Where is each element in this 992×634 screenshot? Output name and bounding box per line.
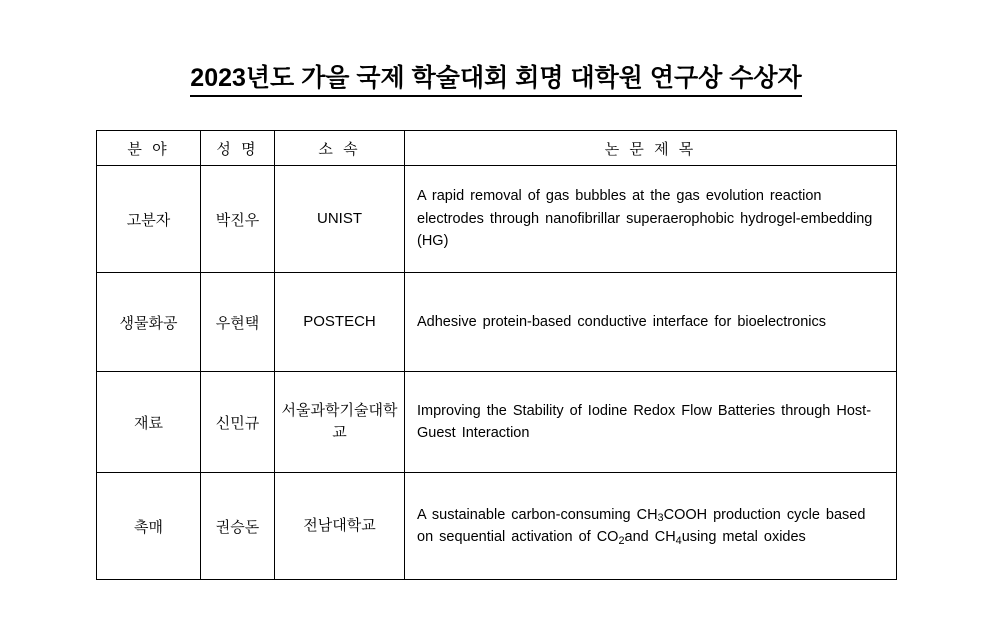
cell-field: 고분자 xyxy=(97,166,201,273)
cell-field: 재료 xyxy=(97,372,201,473)
table-row xyxy=(97,273,897,372)
table-row xyxy=(97,473,897,580)
document-page xyxy=(0,58,992,634)
cell-name: 권승돈 xyxy=(201,473,275,580)
table-row xyxy=(97,166,897,273)
cell-name: 우현택 xyxy=(201,273,275,372)
award-table-container xyxy=(96,130,896,580)
page-title-text: 2023년도 가을 국제 학술대회 회명 대학원 연구상 수상자 xyxy=(190,64,801,97)
table-header xyxy=(97,131,897,166)
award-table xyxy=(96,130,897,580)
column-header-paper-title: 논 문 제 목 xyxy=(405,131,897,166)
column-header-name: 성 명 xyxy=(201,131,275,166)
cell-paper-title: Improving the Stability of Iodine Redox Flow Batteries through Host-Guest Interaction xyxy=(405,372,897,473)
table-body xyxy=(97,166,897,580)
table-row xyxy=(97,372,897,473)
cell-paper-title: Adhesive protein-based conductive interface for bioelectronics xyxy=(405,273,897,372)
cell-name: 박진우 xyxy=(201,166,275,273)
cell-field: 생물화공 xyxy=(97,273,201,372)
column-header-field: 분 야 xyxy=(97,131,201,166)
cell-affiliation: UNIST xyxy=(275,166,405,273)
table-header-row xyxy=(97,131,897,166)
cell-paper-title: A sustainable carbon-consuming $CH_3COOH$ production cycle based on sequential activation of $CO_2and$ $CH_4using$ metal oxides xyxy=(405,473,897,580)
cell-affiliation: 전남대학교 xyxy=(275,473,405,580)
cell-affiliation: 서울과학기술대학교 xyxy=(275,372,405,473)
column-header-affiliation: 소 속 xyxy=(275,131,405,166)
cell-paper-title: A rapid removal of gas bubbles at the gas evolution reaction electrodes through nanofibrillar superaerophobic hydrogel-embedding (HG) xyxy=(405,166,897,273)
cell-field: 촉매 xyxy=(97,473,201,580)
cell-name: 신민규 xyxy=(201,372,275,473)
page-title xyxy=(0,58,992,94)
cell-affiliation: POSTECH xyxy=(275,273,405,372)
